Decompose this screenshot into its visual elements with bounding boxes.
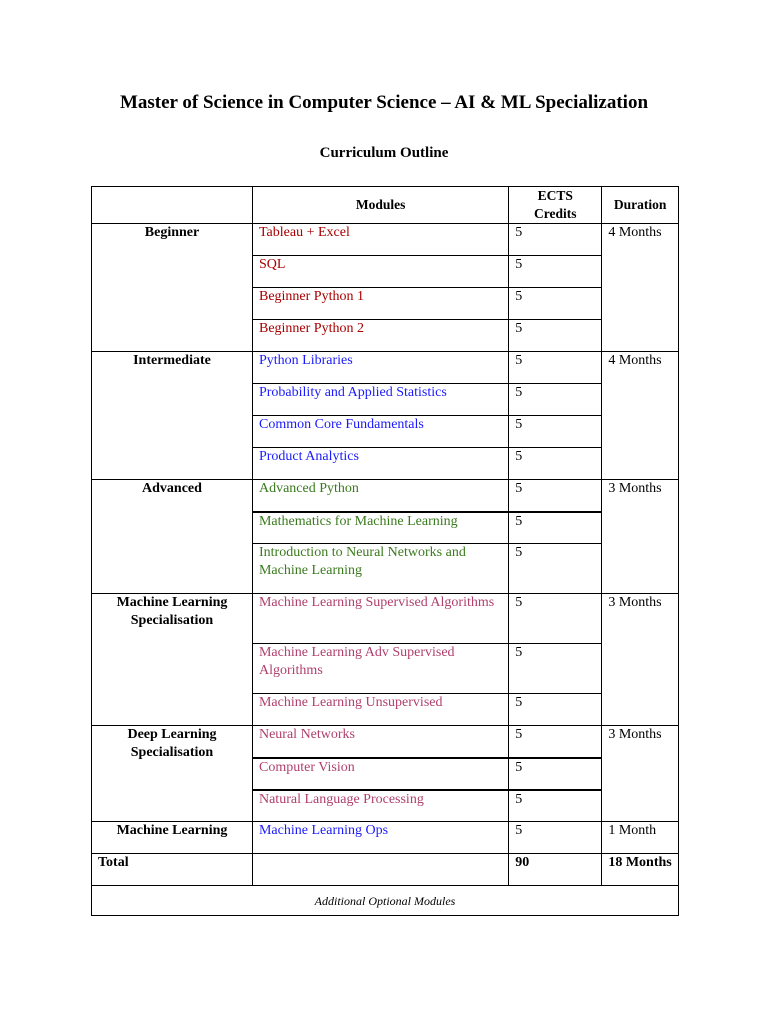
module-ects: 5 — [509, 790, 602, 822]
duration-intermediate: 4 Months — [602, 352, 679, 480]
module-ects: 5 — [509, 694, 602, 726]
module-ects: 5 — [509, 320, 602, 352]
module-name: Neural Networks — [252, 726, 508, 758]
module-ects: 5 — [509, 288, 602, 320]
duration-advanced: 3 Months — [602, 480, 679, 594]
module-name: Machine Learning Adv Supervised Algorithms — [252, 644, 508, 694]
header-modules: Modules — [252, 187, 508, 224]
total-empty — [252, 854, 508, 886]
level-advanced: Advanced — [92, 480, 253, 594]
module-name: Common Core Fundamentals — [252, 416, 508, 448]
level-beginner: Beginner — [92, 224, 253, 352]
module-ects: 5 — [509, 594, 602, 644]
footer-note: Additional Optional Modules — [92, 886, 679, 916]
level-machine-learning: Machine Learning — [92, 822, 253, 854]
total-ects: 90 — [509, 854, 602, 886]
module-name: Advanced Python — [252, 480, 508, 512]
curriculum-table — [91, 186, 679, 916]
level-ml-specialisation: Machine Learning Specialisation — [92, 594, 253, 726]
table-row — [92, 594, 679, 644]
module-ects: 5 — [509, 224, 602, 256]
module-ects: 5 — [509, 544, 602, 594]
level-intermediate: Intermediate — [92, 352, 253, 480]
table-row — [92, 822, 679, 854]
table-header-row — [92, 187, 679, 224]
module-ects: 5 — [509, 352, 602, 384]
module-ects: 5 — [509, 384, 602, 416]
header-level — [92, 187, 253, 224]
total-label: Total — [92, 854, 253, 886]
module-ects: 5 — [509, 416, 602, 448]
duration-ml-specialisation: 3 Months — [602, 594, 679, 726]
module-ects: 5 — [509, 726, 602, 758]
module-name: SQL — [252, 256, 508, 288]
table-row — [92, 352, 679, 384]
module-name: Machine Learning Supervised Algorithms — [252, 594, 508, 644]
level-dl-specialisation: Deep Learning Specialisation — [92, 726, 253, 822]
module-name: Computer Vision — [252, 758, 508, 790]
module-name: Introduction to Neural Networks and Machine Learning — [252, 544, 508, 594]
module-name: Beginner Python 2 — [252, 320, 508, 352]
module-name: Machine Learning Ops — [252, 822, 508, 854]
module-name: Probability and Applied Statistics — [252, 384, 508, 416]
module-name: Tableau + Excel — [252, 224, 508, 256]
module-ects: 5 — [509, 480, 602, 512]
module-ects: 5 — [509, 512, 602, 544]
table-row — [92, 726, 679, 758]
table-row — [92, 224, 679, 256]
document-title: Master of Science in Computer Science – AI & ML Specialization — [119, 92, 649, 113]
module-name: Mathematics for Machine Learning — [252, 512, 508, 544]
duration-machine-learning: 1 Month — [602, 822, 679, 854]
header-ects: ECTS Credits — [509, 187, 602, 224]
module-ects: 5 — [509, 448, 602, 480]
document-subtitle: Curriculum Outline — [319, 145, 449, 161]
module-name: Machine Learning Unsupervised — [252, 694, 508, 726]
module-name: Natural Language Processing — [252, 790, 508, 822]
module-ects: 5 — [509, 822, 602, 854]
module-ects: 5 — [509, 256, 602, 288]
module-name: Python Libraries — [252, 352, 508, 384]
module-ects: 5 — [509, 644, 602, 694]
footer-row — [92, 886, 679, 916]
total-duration: 18 Months — [602, 854, 679, 886]
table-row — [92, 480, 679, 512]
module-ects: 5 — [509, 758, 602, 790]
duration-dl-specialisation: 3 Months — [602, 726, 679, 822]
module-name: Product Analytics — [252, 448, 508, 480]
module-name: Beginner Python 1 — [252, 288, 508, 320]
duration-beginner: 4 Months — [602, 224, 679, 352]
total-row — [92, 854, 679, 886]
header-duration: Duration — [602, 187, 679, 224]
